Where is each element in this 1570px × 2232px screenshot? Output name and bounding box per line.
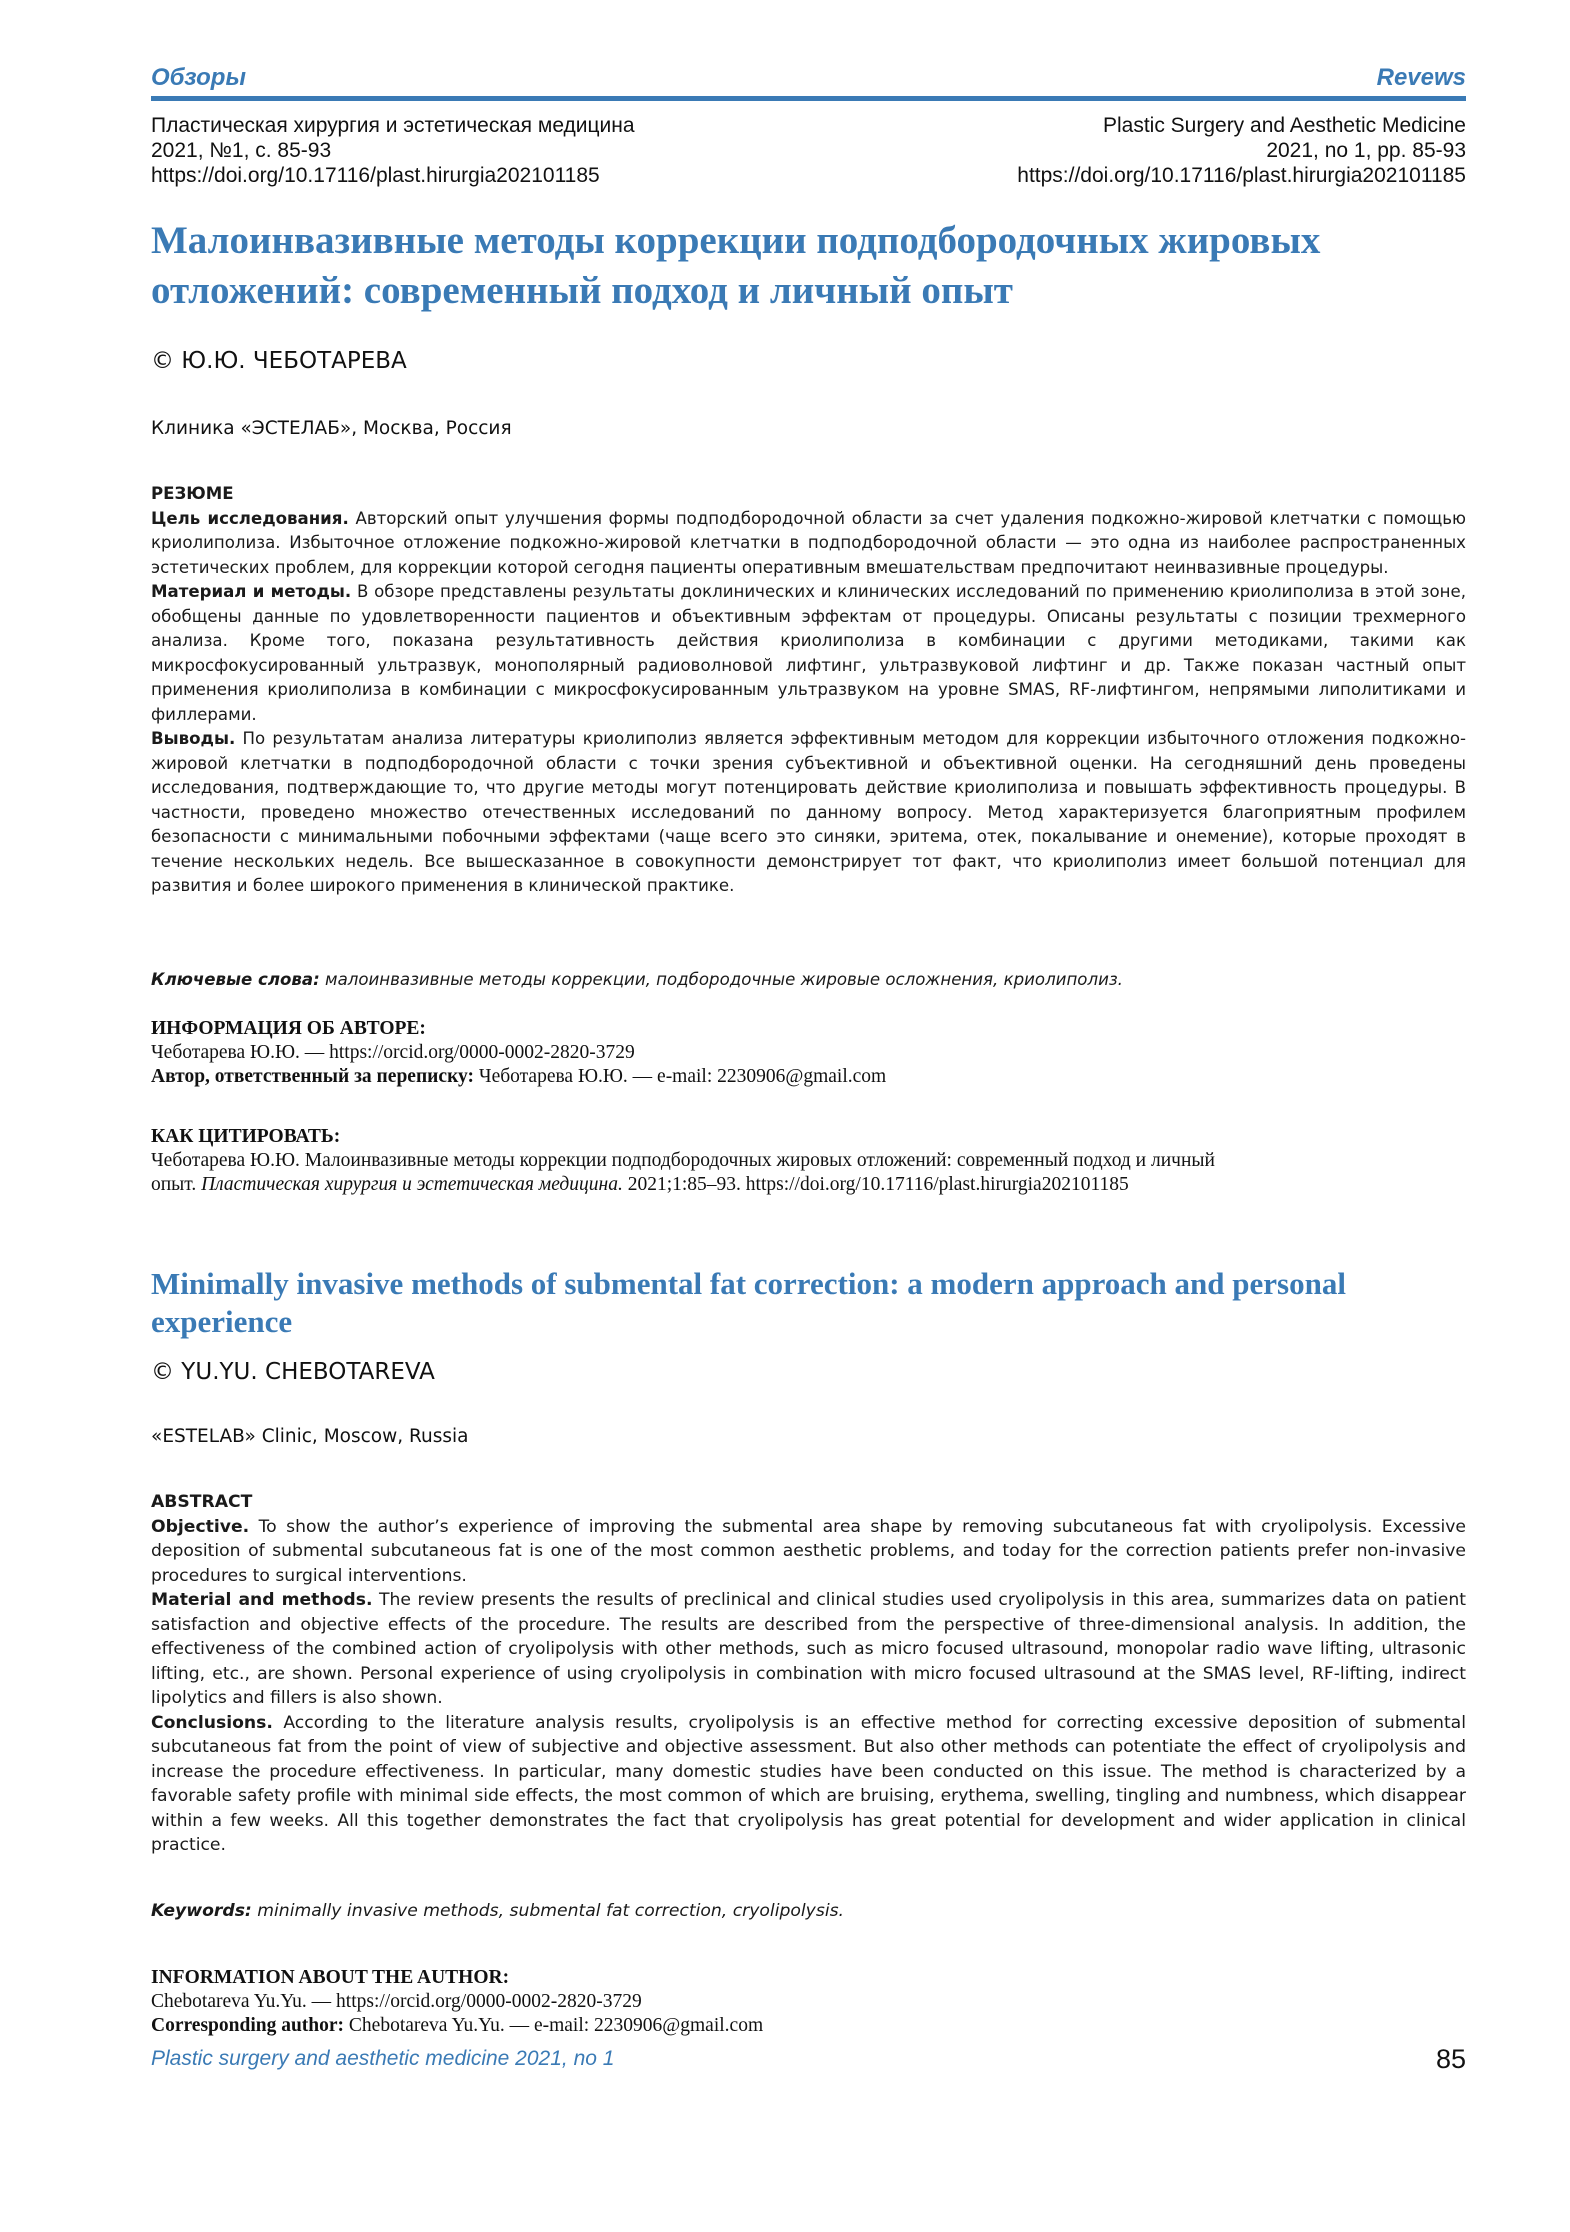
objective-en — [151, 1515, 1466, 1589]
abstract-heading-en: ABSTRACT — [151, 1492, 253, 1512]
conclusions-label-en: Conclusions. — [151, 1712, 273, 1733]
objective-label-ru: Цель исследования. — [151, 508, 349, 528]
keywords-en — [151, 1901, 1466, 1921]
journal-doi-en[interactable]: https://doi.org/10.17116/plast.hirurgia202101185 — [1017, 164, 1466, 187]
abstract-en — [151, 1490, 1466, 1858]
article-title-ru: Малоинвазивные методы коррекции подподбородочных жировых отложений: современный подход и личный опыт — [151, 219, 1321, 312]
affiliation-en: «ESTELAB» Clinic, Moscow, Russia — [151, 1426, 469, 1447]
abstract-heading-ru: РЕЗЮМЕ — [151, 484, 234, 503]
affiliation-ru: Клиника «ЭСТЕЛАБ», Москва, Россия — [151, 418, 512, 439]
journal-issue-ru: 2021, №1, с. 85-93 — [151, 139, 332, 162]
cite-journal: Пластическая хирургия и эстетическая медицина. — [201, 1174, 623, 1195]
corresponding-text-en: Chebotareva Yu.Yu. — e-mail: 2230906@gmail.com — [348, 2015, 764, 2036]
methods-text-ru: В обзоре представлены результаты доклинических и клинических исследований по применению криолиполиза в этой зоне, обобщены данные по удовлетворенности пациентов и объективным эффектам от процедуры. Описаны результаты с позиции трехмерного анализа. Кроме того, показана результативность действия криолиполиза в комбинации с другими методиками, такими как микросфокусированный ультразвук, монополярный радиоволновой лифтинг, ультразвуковой лифтинг и др. Также показан частный опыт применения криолиполиза в комбинации с микросфокусированным ультразвуком на уровне SMAS, RF-лифтингом, непрямыми липолитиками и филлерами. — [151, 582, 1466, 724]
author-info-heading-en: INFORMATION ABOUT THE AUTHOR: — [151, 1967, 510, 1988]
journal-doi-ru[interactable]: https://doi.org/10.17116/plast.hirurgia202101185 — [151, 164, 600, 187]
cite-line2-end[interactable]: 2021;1:85–93. https://doi.org/10.17116/plast.hirurgia202101185 — [627, 1174, 1129, 1195]
article-page — [151, 0, 1466, 2232]
cite-line2 — [151, 1173, 1466, 1197]
methods-en — [151, 1588, 1466, 1711]
keywords-text-en: minimally invasive methods, submental fat correction, cryolipolysis. — [257, 1901, 845, 1921]
corresponding-label-ru: Автор, ответственный за переписку: — [151, 1066, 475, 1087]
footer-journal: Plastic surgery and aesthetic medicine 2021, no 1 — [151, 2047, 615, 2070]
journal-info-ru — [151, 113, 635, 188]
author-info-ru — [151, 1017, 1466, 1089]
objective-label-en: Objective. — [151, 1516, 250, 1537]
article-title-en: Minimally invasive methods of submental fat correction: a modern approach and personal experience — [151, 1266, 1346, 1339]
author-ru: © Ю.Ю. ЧЕБОТАРЕВА — [151, 348, 407, 374]
author-en: © YU.YU. CHEBOTAREVA — [151, 1359, 435, 1385]
corresponding-en — [151, 2014, 1466, 2038]
cite-line1: Чеботарева Ю.Ю. Малоинвазивные методы коррекции подподбородочных жировых отложений: современный подход и личный — [151, 1150, 1215, 1171]
journal-info-en — [1017, 113, 1466, 188]
author-orcid-ru[interactable]: Чеботарева Ю.Ю. — https://orcid.org/0000-0002-2820-3729 — [151, 1042, 635, 1063]
corresponding-ru — [151, 1065, 1466, 1089]
methods-label-en: Material and methods. — [151, 1590, 373, 1610]
author-info-en — [151, 1966, 1466, 2038]
keywords-label-en: Keywords: — [151, 1901, 252, 1921]
conclusions-text-ru: По результатам анализа литературы криолиполиз является эффективным методом для коррекции избыточного отложения подкожно-жировой клетчатки в подподбородочной области с точки зрения субъективной и объективной оценки. На сегодняшний день проведены исследования, подтверждающие то, что другие методы могут потенцировать действие криолиполиза и повышать эффективность процедуры. В частности, проведено множество отечественных исследований по данному вопросу. Метод характеризуется благоприятным профилем безопасности с минимальными побочными эффектами (чаще всего это синяки, эритема, отек, покалывание и онемение), которые проходят в течение нескольких недель. Все вышесказанное в совокупности демонстрирует тот факт, что криолиполиз имеет большой потенциал для развития и более широкого применения в клинической практике. — [151, 729, 1466, 895]
corresponding-text-ru: Чеботарева Ю.Ю. — e-mail: 2230906@gmail.com — [478, 1066, 887, 1087]
abstract-ru — [151, 482, 1466, 899]
methods-ru — [151, 580, 1466, 727]
citation-ru — [151, 1125, 1466, 1197]
author-orcid-en[interactable]: Chebotareva Yu.Yu. — https://orcid.org/0000-0002-2820-3729 — [151, 1991, 642, 2012]
objective-text-en: To show the author’s experience of improving the submental area shape by removing subcutaneous fat with cryolipolysis. Excessive deposition of submental subcutaneous fat is one of the most common aesthetic problems, and today for the correction patients prefer non-invasive procedures to surgical interventions. — [151, 1516, 1466, 1586]
journal-issue-en: 2021, no 1, pp. 85-93 — [1266, 139, 1466, 162]
conclusions-text-en: According to the literature analysis results, cryolipolysis is an effective method for correcting excessive deposition of submental subcutaneous fat from the point of view of subjective and objective assessment. But also other methods can potentiate the effect of cryolipolysis and increase the procedure effectiveness. In particular, many domestic studies have been conducted on this issue. The method is characterized by a favorable safety profile with minimal side effects, the most common of which are bruising, erythema, swelling, tingling and numbness, which disappear within a few weeks. All this together demonstrates the fact that cryolipolysis has great potential for development and wider application in clinical practice. — [151, 1712, 1466, 1855]
section-label-en: Revews — [1376, 64, 1466, 91]
methods-text-en: The review presents the results of preclinical and clinical studies used cryolipolysis in this area, summarizes data on patient satisfaction and objective effects of the procedure. The results are described from the perspective of three-dimensional analysis. In addition, the effectiveness of the combined action of cryolipolysis with other methods, such as micro focused ultrasound, monopolar radio wave lifting, ultrasonic lifting, etc., are shown. Personal experience of using cryolipolysis in combination with micro focused ultrasound at the SMAS level, RF-lifting, indirect lipolytics and fillers is also shown. — [151, 1590, 1466, 1708]
conclusions-label-ru: Выводы. — [151, 729, 236, 748]
corresponding-label-en: Corresponding author: — [151, 2015, 345, 2036]
section-label-ru: Обзоры — [151, 64, 246, 91]
header-rule — [151, 96, 1466, 101]
journal-name-ru: Пластическая хирургия и эстетическая медицина — [151, 114, 635, 137]
objective-ru — [151, 507, 1466, 581]
author-info-heading-ru: ИНФОРМАЦИЯ ОБ АВТОРЕ: — [151, 1018, 426, 1039]
keywords-ru — [151, 970, 1466, 989]
conclusions-ru — [151, 727, 1466, 899]
cite-heading-ru: КАК ЦИТИРОВАТЬ: — [151, 1126, 341, 1147]
keywords-text-ru: малоинвазивные методы коррекции, подбородочные жировые осложнения, криолиполиз. — [325, 970, 1123, 989]
journal-name-en: Plastic Surgery and Aesthetic Medicine — [1102, 114, 1466, 137]
objective-text-ru: Авторский опыт улучшения формы подподбородочной области за счет удаления подкожно-жировой клетчатки с помощью криолиполиза. Избыточное отложение подкожно-жировой клетчатки в подподбородочной области — это одна из наиболее распространенных эстетических проблем, для коррекции которой сегодня пациенты оперативным вмешательствам предпочитают неинвазивные процедуры. — [151, 508, 1466, 577]
keywords-label-ru: Ключевые слова: — [151, 970, 320, 989]
methods-label-ru: Материал и методы. — [151, 582, 352, 601]
page-number: 85 — [1435, 2044, 1466, 2074]
conclusions-en — [151, 1711, 1466, 1858]
cite-line2-start: опыт. — [151, 1174, 197, 1195]
